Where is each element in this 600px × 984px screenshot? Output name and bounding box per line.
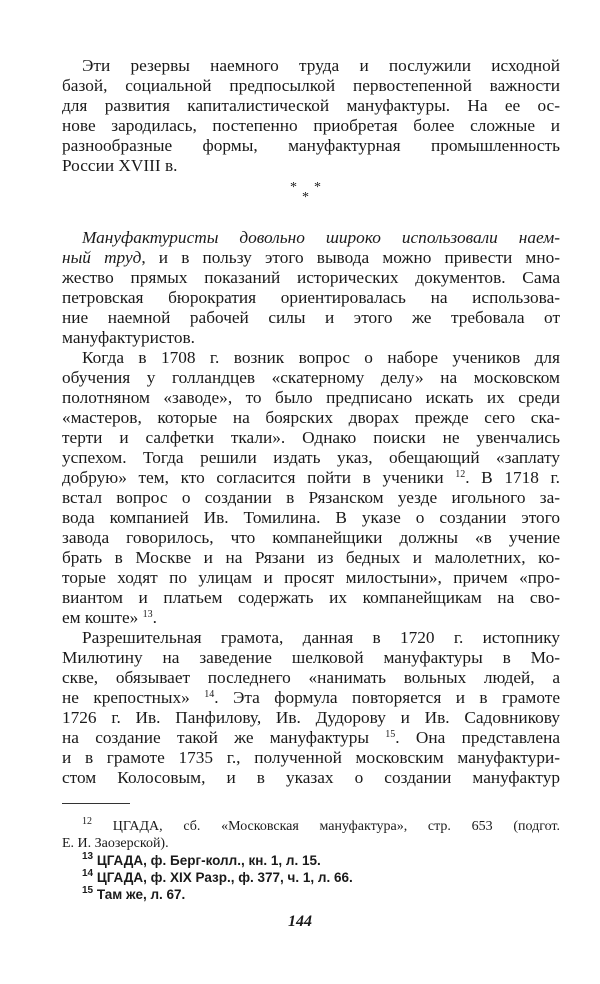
text-line bbox=[62, 328, 560, 348]
footnote-text: Там же, л. 67. bbox=[96, 887, 186, 902]
main-text bbox=[62, 228, 560, 788]
text-line bbox=[62, 428, 560, 448]
text-line bbox=[62, 136, 560, 156]
footnote-number: 14 bbox=[82, 868, 94, 879]
text-span: Милютину на заведение шелковой мануфактуры в Мо- bbox=[62, 648, 560, 667]
text-line bbox=[62, 468, 560, 488]
text-span: добрую» тем, кто согласится пойти в ученики bbox=[62, 468, 456, 487]
text-line bbox=[62, 388, 560, 408]
text-line bbox=[62, 116, 560, 136]
text-line bbox=[62, 608, 560, 628]
footnote-text: ЦГАДА, ф. Берг-колл., кн. 1, л. 15. bbox=[96, 853, 321, 868]
footnote-line bbox=[62, 852, 560, 869]
text-span: ние наемной рабочей силы и этого же требовала от bbox=[62, 308, 560, 327]
text-span: на создание такой же мануфактуры bbox=[62, 728, 386, 747]
text-span: «мастеров, которые на боярских дворах прежде сего ска- bbox=[62, 408, 560, 427]
page-number: 144 bbox=[288, 913, 312, 930]
section-separator-asterisks bbox=[290, 180, 340, 210]
text-span: . Она представлена bbox=[395, 728, 560, 747]
text-span: полотняном «заводе», то было предписано искать их среди bbox=[62, 388, 560, 407]
text-span: Разрешительная грамота, данная в 1720 г. истопнику bbox=[82, 628, 560, 647]
footnote-text: ЦГАДА, ф. XIX Разр., ф. 377, ч. 1, л. 66. bbox=[96, 870, 353, 885]
text-line bbox=[62, 348, 560, 368]
text-line bbox=[62, 768, 560, 788]
text-span: разнообразные формы, мануфактурная промышленность bbox=[62, 136, 560, 155]
text-span: стом Колосовым, и в указах о создании мануфактур bbox=[62, 768, 560, 787]
asterisk: * bbox=[314, 180, 321, 195]
text-line bbox=[62, 308, 560, 328]
footnote-text: ЦГАДА, сб. «Московская мануфактура», стр. 653 (подгот. bbox=[112, 819, 560, 834]
text-line bbox=[62, 748, 560, 768]
text-line bbox=[62, 228, 560, 248]
footnotes bbox=[62, 818, 560, 903]
text-span: завода говорилось, что компанейщики должны «в учение bbox=[62, 528, 560, 547]
text-line bbox=[62, 708, 560, 728]
text-line bbox=[62, 508, 560, 528]
footnote-line bbox=[62, 869, 560, 886]
text-line bbox=[62, 268, 560, 288]
text-line bbox=[62, 728, 560, 748]
text-span: виантом и платьем содержать их компанейщикам на сво- bbox=[62, 588, 560, 607]
footnote-ref: 15 bbox=[385, 729, 396, 740]
text-span: . Эта формула повторяется и в грамоте bbox=[214, 688, 561, 707]
text-line bbox=[62, 688, 560, 708]
footnote-line bbox=[62, 886, 560, 903]
text-span: петровская бюрократия ориентировалась на использова- bbox=[62, 288, 560, 307]
text-line bbox=[62, 628, 560, 648]
text-line bbox=[62, 408, 560, 428]
text-line bbox=[62, 288, 560, 308]
footnote-ref: 14 bbox=[204, 689, 215, 700]
text-line bbox=[62, 248, 560, 268]
text-line bbox=[62, 156, 560, 176]
text-line bbox=[62, 96, 560, 116]
text-span: ем коште» bbox=[62, 608, 143, 627]
footnote-ref: 13 bbox=[142, 609, 153, 620]
asterisk: * bbox=[302, 190, 309, 205]
text-span: брать в Москве и на Рязани из бедных и малолетних, ко- bbox=[62, 548, 560, 567]
text-line bbox=[62, 488, 560, 508]
text-line bbox=[62, 668, 560, 688]
footnote-line bbox=[62, 835, 560, 852]
text-span: жество прямых показаний исторических документов. Сама bbox=[62, 268, 560, 287]
text-span: торые ходят по улицам и просят милостыни», причем «про- bbox=[62, 568, 560, 587]
text-line bbox=[62, 648, 560, 668]
text-span: Когда в 1708 г. возник вопрос о наборе учеников для bbox=[82, 348, 560, 367]
text-line bbox=[62, 588, 560, 608]
text-line bbox=[62, 448, 560, 468]
text-line bbox=[62, 548, 560, 568]
text-span: и в грамоте 1735 г., полученной московским мануфактури- bbox=[62, 748, 560, 767]
text-span: скве, обязывает последнего «нанимать вольных людей, а bbox=[62, 668, 560, 687]
text-span: . bbox=[152, 608, 157, 627]
text-span: . В 1718 г. bbox=[465, 468, 560, 487]
text-span: , и в пользу этого вывода можно привести мно- bbox=[141, 248, 560, 267]
asterisk: * bbox=[290, 180, 297, 195]
text-span: базой, социальной предпосылкой первостепенной важности bbox=[62, 76, 560, 95]
footnote-number: 12 bbox=[82, 816, 92, 827]
footnote-divider bbox=[62, 803, 130, 804]
text-span: мануфактуристов. bbox=[62, 328, 195, 347]
text-span: обучения у голландцев «скатерному делу» на московском bbox=[62, 368, 560, 387]
footnote-number: 13 bbox=[82, 851, 94, 862]
text-span: не крепостных» bbox=[62, 688, 205, 707]
text-line bbox=[62, 528, 560, 548]
text-line bbox=[62, 568, 560, 588]
text-span: 1726 г. Ив. Панфилову, Ив. Дудорову и Ив. Садовникову bbox=[62, 708, 560, 727]
footnote-line bbox=[62, 818, 560, 835]
text-span: терти и салфетки ткали». Однако поиски не увенчались bbox=[62, 428, 560, 447]
text-line bbox=[62, 76, 560, 96]
text-span: вода компанией Ив. Томилина. В указе о создании этого bbox=[62, 508, 560, 527]
text-span: нове зародилась, постепенно приобретая более сложные и bbox=[62, 116, 560, 135]
text-span: России XVIII в. bbox=[62, 156, 178, 175]
paragraph-1 bbox=[62, 56, 560, 176]
text-span: встал вопрос о создании в Рязанском уезде игольного за- bbox=[62, 488, 560, 507]
text-span: успехом. Тогда решили издать указ, обещающий «заплату bbox=[62, 448, 560, 467]
text-span: ный труд bbox=[62, 248, 142, 267]
footnote-text: Е. И. Заозерской). bbox=[62, 836, 169, 851]
footnote-ref: 12 bbox=[455, 469, 466, 480]
text-span: Эти резервы наемного труда и послужили исходной bbox=[82, 56, 560, 75]
text-line bbox=[62, 368, 560, 388]
footnote-number: 15 bbox=[82, 885, 94, 896]
text-line bbox=[62, 56, 560, 76]
text-span: для развития капиталистической мануфактуры. На ее ос- bbox=[62, 96, 560, 115]
text-span: Мануфактуристы довольно широко использовали наем- bbox=[82, 228, 560, 247]
